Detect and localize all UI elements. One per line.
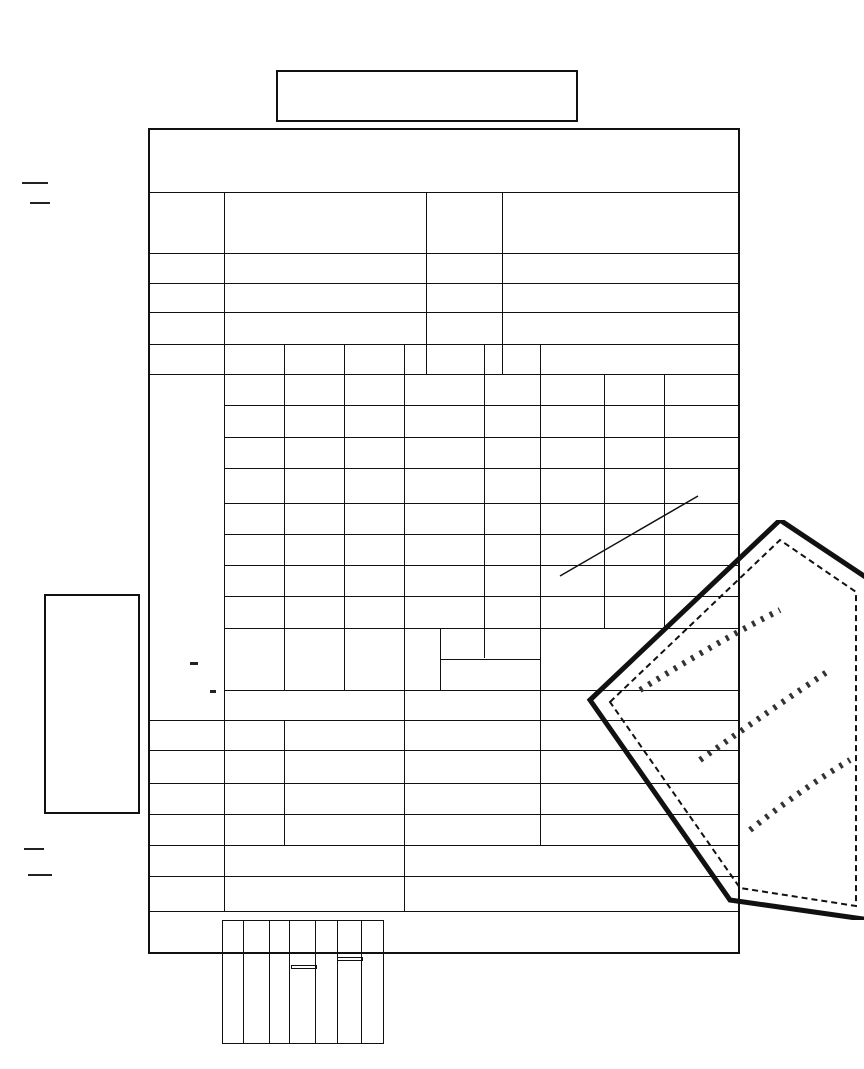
bottom-ink-1 bbox=[291, 965, 317, 969]
diagonal-seal bbox=[580, 520, 864, 920]
bottom-stamp bbox=[222, 920, 384, 1044]
form-number bbox=[535, 153, 575, 181]
notice-stamp bbox=[276, 70, 578, 122]
side-note-stamp bbox=[44, 594, 140, 814]
bottom-ink-2 bbox=[337, 957, 363, 961]
